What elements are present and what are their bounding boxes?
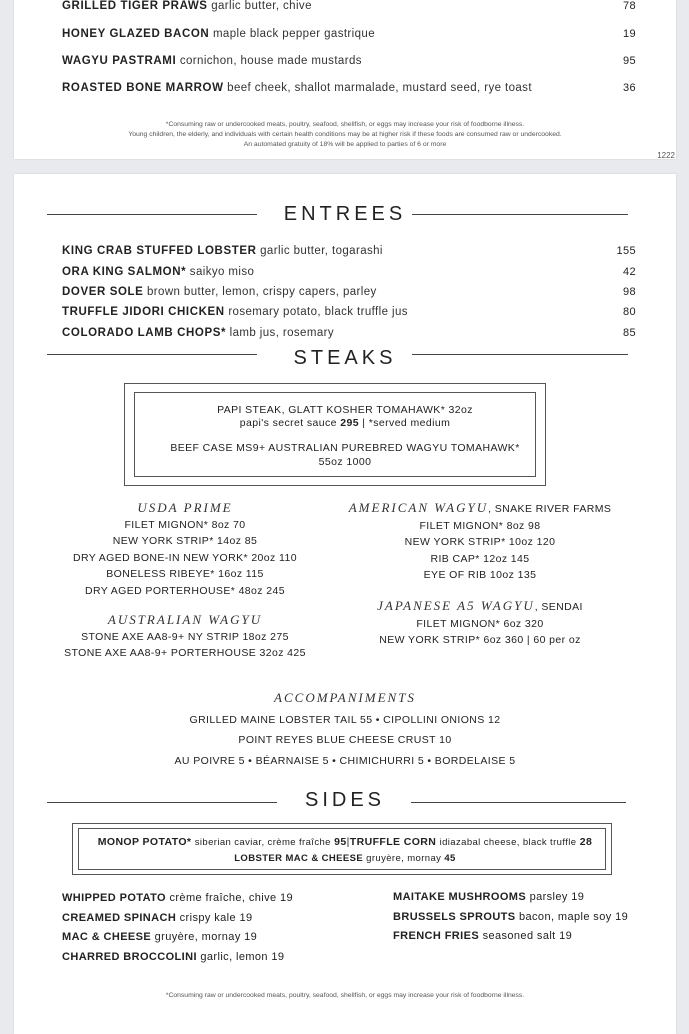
feature-price: 95 xyxy=(334,836,347,848)
list-item xyxy=(330,632,630,649)
item-desc: rosemary potato, black truffle jus xyxy=(228,306,408,318)
feature-line: BEEF CASE MS9+ AUSTRALIAN PUREBRED WAGYU TOMAHAWK* xyxy=(170,442,520,454)
item-desc: brown butter, lemon, crispy capers, parley xyxy=(147,286,377,298)
section-heading-steaks: STEAKS xyxy=(293,347,397,369)
item-desc: lamb jus, rosemary xyxy=(229,327,335,339)
list-item xyxy=(54,645,316,662)
item-name: HONEY GLAZED BACON xyxy=(62,28,210,40)
item-name: DRY AGED PORTERHOUSE* xyxy=(85,584,236,597)
section-heading-sides: SIDES xyxy=(304,789,386,811)
item-name: COLORADO LAMB CHOPS* xyxy=(62,327,227,339)
item-desc: parsley 19 xyxy=(529,891,585,903)
menu-item xyxy=(62,28,636,40)
feature-price: 28 xyxy=(579,836,593,848)
menu-page-top xyxy=(14,0,676,159)
section-heading-entrees: ENTREES xyxy=(283,203,407,225)
feature-name: MONOP POTATO* xyxy=(97,836,192,848)
list-item xyxy=(393,927,628,947)
menu-item xyxy=(62,0,636,12)
sides-list-right xyxy=(393,888,628,947)
group-title: JAPANESE A5 WAGYU xyxy=(377,598,535,613)
group-title-line xyxy=(330,598,630,616)
page-code: 1222 xyxy=(657,151,675,160)
item-detail: 8oz 98 xyxy=(506,519,541,532)
item-name: NEW YORK STRIP* xyxy=(112,535,214,547)
item-price: 78 xyxy=(622,0,636,12)
group-subtitle: , SENDAI xyxy=(534,601,583,613)
feature-size: 32oz xyxy=(448,404,473,416)
item-name: KING CRAB STUFFED LOBSTER xyxy=(62,245,257,257)
item-desc: garlic butter, togarashi xyxy=(260,245,383,257)
list-item xyxy=(54,517,316,534)
item-name: STONE AXE AA8-9+ NY STRIP xyxy=(81,630,240,643)
item-name: NEW YORK STRIP* xyxy=(404,536,506,548)
item-name: RIB CAP* xyxy=(430,552,480,565)
item-name: MAC & CHEESE xyxy=(62,931,152,943)
item-price: 85 xyxy=(622,327,636,339)
item-price: 36 xyxy=(622,82,636,94)
item-name: WAGYU PASTRAMI xyxy=(62,55,177,67)
item-name: ORA KING SALMON* xyxy=(62,266,187,278)
item-price: 80 xyxy=(622,306,636,318)
feature-name: TRUFFLE CORN xyxy=(349,836,437,848)
accompaniments-title: ACCOMPANIMENTS xyxy=(274,690,416,705)
item-detail: 10oz 135 xyxy=(489,569,537,581)
feature-desc: gruyère, mornay xyxy=(366,853,442,864)
list-item xyxy=(330,616,630,633)
menu-item xyxy=(62,327,636,339)
menu-item xyxy=(62,286,636,298)
accompaniments-line: GRILLED MAINE LOBSTER TAIL 55 • CIPOLLINI ONIONS 12 xyxy=(189,714,501,726)
item-name: EYE OF RIB xyxy=(423,569,487,581)
steak-group-american xyxy=(330,500,630,584)
item-price: 155 xyxy=(616,245,636,257)
disclaimer: *Consuming raw or undercooked meats, poultry, seafood, shellfish, or eggs may increase your risk of foodborne illness. xyxy=(165,992,525,999)
item-detail: 18oz 275 xyxy=(242,630,289,643)
menu-page-main xyxy=(14,174,676,1034)
item-name: BONELESS RIBEYE* xyxy=(106,568,215,580)
feature-desc: idiazabal cheese, black truffle xyxy=(439,837,577,848)
item-desc: gruyère, mornay 19 xyxy=(154,931,258,943)
item-detail: 48oz 245 xyxy=(238,584,285,597)
item-price: 19 xyxy=(622,28,636,40)
group-title: AUSTRALIAN WAGYU xyxy=(107,612,263,627)
item-name: MAITAKE MUSHROOMS xyxy=(393,891,527,903)
item-price: 42 xyxy=(622,266,636,278)
feature-line xyxy=(14,417,676,429)
feature-name: PAPI STEAK, GLATT KOSHER TOMAHAWK* xyxy=(217,404,446,416)
list-item xyxy=(330,534,630,551)
item-name: ROASTED BONE MARROW xyxy=(62,82,224,94)
list-item xyxy=(54,629,316,646)
menu-item xyxy=(62,82,636,94)
item-price: 98 xyxy=(622,286,636,298)
item-detail: 32oz 425 xyxy=(259,647,306,659)
item-detail: 12oz 145 xyxy=(483,552,530,565)
item-name: NEW YORK STRIP* xyxy=(379,634,481,646)
item-desc: garlic butter, chive xyxy=(211,0,312,12)
steak-group-usda xyxy=(54,500,316,599)
accompaniments-line: POINT REYES BLUE CHEESE CRUST 10 xyxy=(238,734,452,746)
feature-line xyxy=(14,404,676,416)
feature-line: 55oz 1000 xyxy=(318,456,372,468)
list-item xyxy=(54,550,316,567)
item-name: STONE AXE AA8-9+ PORTERHOUSE xyxy=(64,647,257,659)
list-item xyxy=(54,566,316,583)
item-detail: 6oz 360 | 60 per oz xyxy=(483,634,581,646)
list-item xyxy=(62,909,293,929)
feature-price: 295 xyxy=(340,417,359,429)
item-desc: garlic, lemon 19 xyxy=(200,950,285,963)
item-name: CHARRED BROCCOLINI xyxy=(62,950,197,963)
item-detail: 10oz 120 xyxy=(508,536,556,548)
menu-item xyxy=(62,55,636,67)
group-title: AMERICAN WAGYU xyxy=(348,500,489,515)
item-name: FILET MIGNON* xyxy=(419,519,504,532)
group-subtitle: , SNAKE RIVER FARMS xyxy=(488,503,612,515)
item-name: DOVER SOLE xyxy=(62,286,144,298)
steak-group-japanese xyxy=(330,598,630,649)
list-item xyxy=(62,948,293,968)
item-desc: crème fraîche, chive 19 xyxy=(169,892,293,904)
accompaniments-line: AU POIVRE 5 • BÉARNAISE 5 • CHIMICHURRI 5 • BORDELAISE 5 xyxy=(174,755,516,767)
item-detail: 6oz 320 xyxy=(503,617,544,630)
feature-name: LOBSTER MAC & CHEESE xyxy=(234,853,364,864)
group-title-line xyxy=(330,500,630,518)
steak-group-australian xyxy=(54,612,316,662)
item-desc: crispy kale 19 xyxy=(179,911,253,924)
item-name: WHIPPED POTATO xyxy=(62,892,166,904)
disclaimer: An automated gratuity of 18% will be applied to parties of 6 or more xyxy=(243,141,447,148)
sides-list-left xyxy=(62,889,293,967)
item-desc: cornichon, house made mustards xyxy=(179,55,362,67)
item-desc: bacon, maple soy 19 xyxy=(519,910,629,923)
feature-price: 45 xyxy=(444,853,456,864)
item-name: DRY AGED BONE-IN NEW YORK* xyxy=(73,551,248,564)
menu-item xyxy=(62,245,636,257)
item-detail: 14oz 85 xyxy=(217,535,258,547)
feature-desc: papi's secret sauce xyxy=(239,417,337,429)
disclaimer: *Consuming raw or undercooked meats, poultry, seafood, shellfish, or eggs may increase your risk of foodborne illness. xyxy=(165,121,525,128)
feature-note: *served medium xyxy=(368,417,451,429)
item-name: GRILLED TIGER PRAWS xyxy=(62,0,208,12)
item-name: FRENCH FRIES xyxy=(393,930,480,942)
list-item xyxy=(330,518,630,535)
menu-item xyxy=(62,306,636,318)
item-detail: 8oz 70 xyxy=(211,518,246,531)
sides-feature-line xyxy=(14,853,676,864)
item-name: FILET MIGNON* xyxy=(124,518,209,531)
list-item xyxy=(393,888,628,908)
group-title: USDA PRIME xyxy=(137,500,233,515)
feature-desc: siberian caviar, crème fraîche xyxy=(194,837,331,848)
disclaimer: Young children, the elderly, and individuals with certain health conditions may be at higher risk if these foods are consumed raw or undercooked. xyxy=(128,131,562,138)
item-name: BRUSSELS SPROUTS xyxy=(393,910,516,923)
list-item xyxy=(54,583,316,600)
list-item xyxy=(330,551,630,568)
item-desc: seasoned salt 19 xyxy=(482,930,573,942)
list-item xyxy=(62,889,293,909)
item-name: FILET MIGNON* xyxy=(416,617,501,630)
list-item xyxy=(393,908,628,928)
sides-feature-line xyxy=(14,836,676,848)
separator: | xyxy=(346,836,350,848)
list-item xyxy=(54,533,316,550)
item-detail: 16oz 115 xyxy=(218,568,264,580)
list-item xyxy=(62,928,293,948)
item-detail: 20oz 110 xyxy=(251,551,297,564)
item-desc: beef cheek, shallot marmalade, mustard seed, rye toast xyxy=(227,82,532,94)
menu-item xyxy=(62,266,636,278)
item-name: CREAMED SPINACH xyxy=(62,911,177,924)
item-desc: saikyo miso xyxy=(189,266,255,278)
list-item xyxy=(330,567,630,584)
item-desc: maple black pepper gastrique xyxy=(212,28,376,40)
item-name: TRUFFLE JIDORI CHICKEN xyxy=(62,306,225,318)
separator: | xyxy=(362,417,366,429)
item-price: 95 xyxy=(622,55,636,67)
